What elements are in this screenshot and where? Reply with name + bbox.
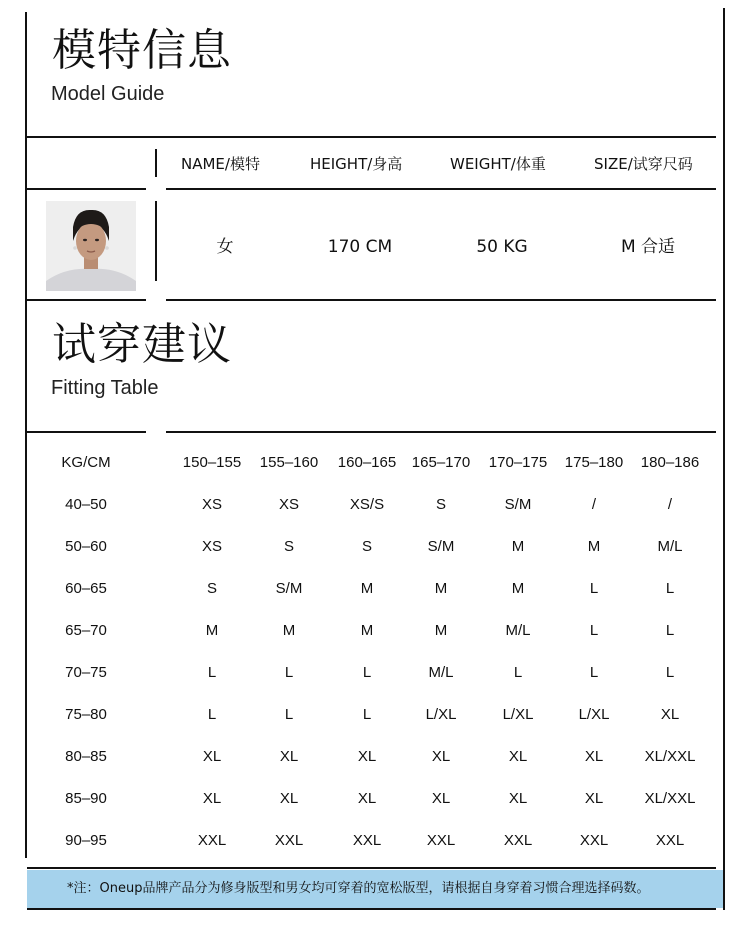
table-cell: XS/S: [349, 496, 385, 513]
model-section-subtitle: Model Guide: [51, 83, 165, 105]
model-value-separator: [155, 201, 157, 281]
table-cell: XXL: [274, 832, 304, 849]
table-cell: XS: [201, 538, 222, 555]
table-column-header: 175–180: [564, 454, 624, 471]
table-cell: XXL: [426, 832, 456, 849]
table-cell: L: [665, 664, 675, 681]
table-cell: XXL: [579, 832, 609, 849]
table-cell: M: [282, 622, 296, 639]
table-row-label: 40–50: [65, 496, 107, 513]
table-cell: M: [434, 580, 448, 597]
table-cell: L: [589, 664, 599, 681]
model-header-underline-right: [166, 188, 716, 190]
table-cell: L/XL: [425, 706, 457, 723]
note-bottom-line: [27, 908, 716, 910]
table-cell: L: [665, 580, 675, 597]
model-header-size: SIZE/试穿尺码: [594, 155, 693, 173]
table-cell: M: [434, 622, 448, 639]
table-column-header: 150–155: [182, 454, 242, 471]
fitting-divider-right: [166, 431, 716, 433]
table-cell: XXL: [197, 832, 227, 849]
fitting-section-subtitle: Fitting Table: [51, 377, 159, 399]
right-border-line: [723, 8, 725, 910]
table-cell: L: [589, 622, 599, 639]
model-value-weight: 50 KG: [476, 237, 528, 257]
table-cell: XL: [431, 790, 451, 807]
table-cell: L: [513, 664, 523, 681]
table-cell: M: [360, 622, 374, 639]
table-cell: XL: [357, 790, 377, 807]
table-cell: M: [360, 580, 374, 597]
table-bottom-line: [27, 867, 716, 869]
model-divider-bottom-left: [27, 299, 146, 301]
model-header-height: HEIGHT/身高: [310, 155, 403, 173]
model-header-name: NAME/模特: [181, 155, 260, 173]
fitting-divider-left: [27, 431, 146, 433]
table-cell: S: [206, 580, 217, 597]
table-row-label: 65–70: [65, 622, 107, 639]
table-cell: M/L: [505, 622, 531, 639]
table-cell: M: [511, 580, 525, 597]
table-cell: S: [361, 538, 372, 555]
table-cell: L: [362, 664, 372, 681]
model-header-weight: WEIGHT/体重: [450, 155, 546, 173]
left-border-line: [25, 12, 27, 858]
table-row-label: 85–90: [65, 790, 107, 807]
model-portrait-icon: [46, 201, 136, 291]
model-divider-bottom-right: [166, 299, 716, 301]
note-banner: [27, 870, 723, 908]
table-cell: XL: [660, 706, 680, 723]
table-cell: XL: [279, 790, 299, 807]
table-cell: L: [362, 706, 372, 723]
table-cell: L/XL: [502, 706, 534, 723]
table-cell: L: [589, 580, 599, 597]
table-cell: XS: [278, 496, 299, 513]
table-cell: S/M: [504, 496, 532, 513]
model-value-height: 170 CM: [327, 237, 393, 257]
table-column-header: 165–170: [411, 454, 471, 471]
table-corner-label: KG/CM: [61, 454, 111, 471]
table-cell: M: [511, 538, 525, 555]
table-column-header: 180–186: [640, 454, 700, 471]
table-cell: S/M: [427, 538, 455, 555]
table-row-label: 70–75: [65, 664, 107, 681]
table-cell: L: [284, 664, 294, 681]
table-row-label: 90–95: [65, 832, 107, 849]
model-divider-top: [27, 136, 716, 138]
table-cell: XXL: [352, 832, 382, 849]
model-photo: [46, 201, 136, 291]
table-cell: XL/XXL: [644, 748, 696, 765]
table-cell: XL: [508, 790, 528, 807]
table-cell: L: [665, 622, 675, 639]
model-value-name: 女: [216, 237, 234, 257]
fitting-section-title: 试穿建议: [52, 319, 232, 370]
table-column-header: 170–175: [488, 454, 548, 471]
table-row-label: 50–60: [65, 538, 107, 555]
table-cell: XXL: [655, 832, 685, 849]
model-section-title: 模特信息: [52, 25, 232, 76]
table-cell: XL/XXL: [644, 790, 696, 807]
table-cell: M: [205, 622, 219, 639]
table-row-label: 80–85: [65, 748, 107, 765]
table-column-header: 155–160: [259, 454, 319, 471]
table-cell: L: [207, 706, 217, 723]
table-cell: S: [435, 496, 446, 513]
table-row-label: 60–65: [65, 580, 107, 597]
table-cell: /: [591, 496, 597, 513]
model-value-size: M 合适: [620, 237, 676, 257]
table-cell: XL: [584, 790, 604, 807]
table-cell: XS: [201, 496, 222, 513]
table-cell: XL: [431, 748, 451, 765]
table-cell: M: [587, 538, 601, 555]
model-header-underline-left: [27, 188, 146, 190]
table-cell: L/XL: [578, 706, 610, 723]
table-cell: M/L: [428, 664, 454, 681]
table-cell: XL: [202, 748, 222, 765]
table-cell: S/M: [275, 580, 303, 597]
table-cell: XL: [508, 748, 528, 765]
table-cell: M/L: [657, 538, 683, 555]
model-header-separator: [155, 149, 157, 177]
table-cell: L: [284, 706, 294, 723]
table-cell: L: [207, 664, 217, 681]
table-column-header: 160–165: [337, 454, 397, 471]
table-cell: XL: [357, 748, 377, 765]
table-cell: XL: [202, 790, 222, 807]
table-cell: XXL: [503, 832, 533, 849]
table-row-label: 75–80: [65, 706, 107, 723]
table-cell: S: [283, 538, 294, 555]
table-cell: XL: [279, 748, 299, 765]
table-cell: /: [667, 496, 673, 513]
table-cell: XL: [584, 748, 604, 765]
note-text: *注：Oneup品牌产品分为修身版型和男女均可穿着的宽松版型，请根据自身穿着习惯合理选择码数。: [67, 881, 650, 896]
